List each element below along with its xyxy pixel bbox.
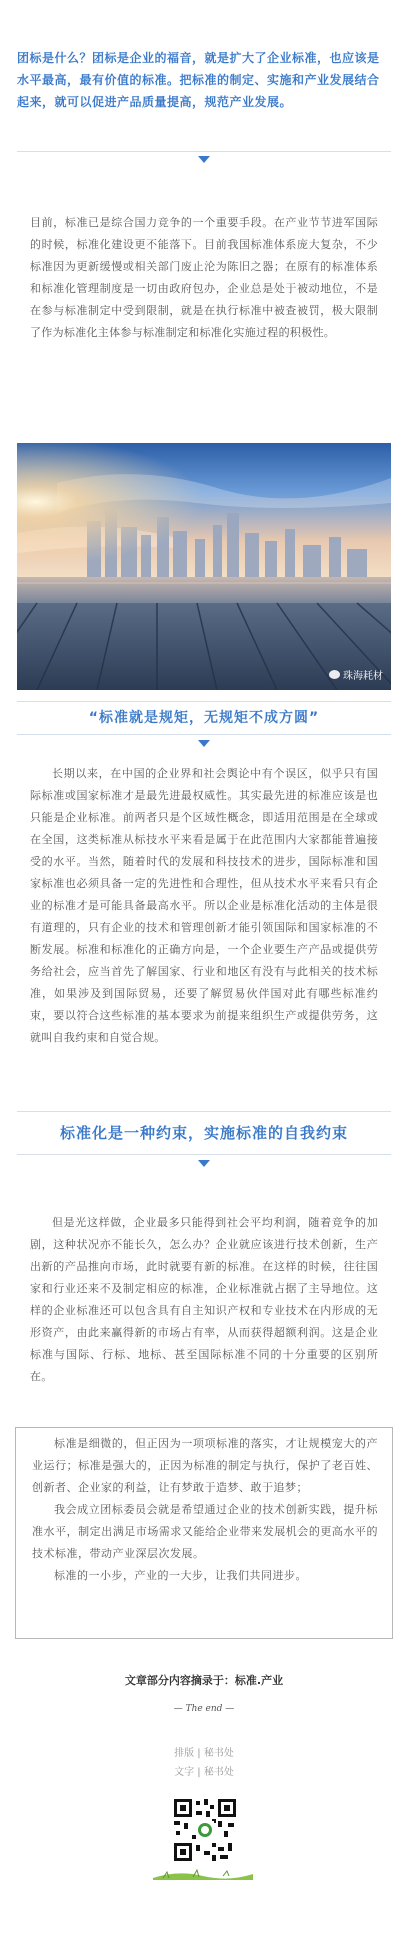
down-triangle-icon <box>198 740 210 747</box>
top-quote-text: 团标是什么？团标是企业的福音，就是扩大了企业标准，也应该是水平最高，最有价值的标准。把标准的制定、实施和产业发展结合起来，就可以促进产品质量提高，规范产业发展。 <box>17 51 380 109</box>
text-credit: 文字 | 秘书处 <box>174 1767 234 1778</box>
section-1-paragraph: 长期以来，在中国的企业界和社会舆论中有个误区，似乎只有国际标准或国家标准才是最先进最权威性。其实最先进的标准应该是也只能是企业标准。前两者只是个区域性概念，即适用范围是在全球或在全国，这类标准从标技水平来看是属于在此范围内大家都能普遍接受的水平。当然，随着时代的发展和科技技术的进步，国际标准和国家标准也必须具备一定的先进性和合理性，但从技术水平来看只有企业的标准才是可能具备最高水平。所以企业是标准化活动的主体是很有道理的，只有企业的技术和管理创新才能引领国际和国家标准的不断发展。标准和标准化的正确方向是，一个企业要生产产品或提供劳务给社会，应当首先了解国家、行业和地区有没有与此相关的技术标准，如果涉及到国际贸易，还要了解贸易伙伴国对此有哪些标准约束，要以符合这些标准的基本要求为前提来组织生产或提供劳务，这就叫自我约束和自觉合规。 <box>30 767 378 1044</box>
top-quote <box>17 38 391 148</box>
down-triangle-icon <box>198 1160 210 1167</box>
layout-credit: 排版 | 秘书处 <box>174 1748 234 1759</box>
end-mark: — The end — <box>173 1704 235 1714</box>
qr-code-icon[interactable] <box>172 1797 238 1863</box>
section-heading-2: 标准化是一种约束，实施标准的自我约束 <box>59 1124 348 1142</box>
divider <box>17 151 391 152</box>
divider <box>17 701 391 702</box>
divider <box>17 734 391 735</box>
source-note: 文章部分内容摘录于：标准.产业 <box>124 1674 284 1687</box>
section-2-paragraph: 但是光这样做，企业最多只能得到社会平均利润，随着竞争的加剧，这种状况亦不能长久，怎么办？企业就应该进行技术创新，生产出新的产品推向市场，此时就要有新的标准。在这样的时候，往往国家和行业还来不及制定相应的标准，企业标准就占据了主导地位。这样的企业标准还可以包含具有自主知识产权和专业技术在内形成的无形资产，由此来赢得新的市场占有率，从而获得超额利润。这是企业标准与国际、行标、地标、甚至国际标准不同的十分重要的区别所在。 <box>30 1216 378 1383</box>
section-heading-1: “标准就是规矩，无规矩不成方圆” <box>88 710 320 726</box>
watermark-text: 珠海耗材 <box>343 671 383 682</box>
divider <box>17 1111 391 1112</box>
wechat-icon <box>329 670 340 679</box>
closing-paragraph: 标准是细微的，但正因为一项项标准的落实，才让规模宠大的产业运行；标准是强大的，正因为标准的制定与执行，保护了老百姓、创新者、企业家的利益，让有梦敢于造梦、敢于追梦； <box>32 1437 378 1494</box>
down-triangle-icon <box>198 156 210 163</box>
closing-paragraph: 我会成立团标委员会就是希望通过企业的技术创新实践，提升标准水平，制定出满足市场需求又能给企业带来发展机会的更高水平的技术标准，带动产业深层次发展。 <box>32 1503 378 1560</box>
closing-statement-box <box>15 1427 393 1639</box>
grass-decoration <box>153 1866 253 1880</box>
divider <box>17 1154 391 1155</box>
closing-paragraph: 标准的一小步，产业的一大步，让我们共同进步。 <box>54 1569 307 1582</box>
city-waterfront-photo <box>17 443 391 690</box>
intro-paragraph: 目前，标准已是综合国力竞争的一个重要手段。在产业节节进军国际的时候，标准化建设更不能落下。目前我国标准体系庞大复杂，不少标准因为更新缓慢或相关部门废止沦为陈旧之器；在原有的标准体系和标准化管理制度是一切由政府包办，企业总是处于被动地位，不是在参与标准制定中受到限制，就是在执行标准中被查被罚，极大限制了作为标准化主体参与标准制定和标准化实施过程的积极性。 <box>30 216 378 339</box>
photo-watermark <box>329 667 383 682</box>
